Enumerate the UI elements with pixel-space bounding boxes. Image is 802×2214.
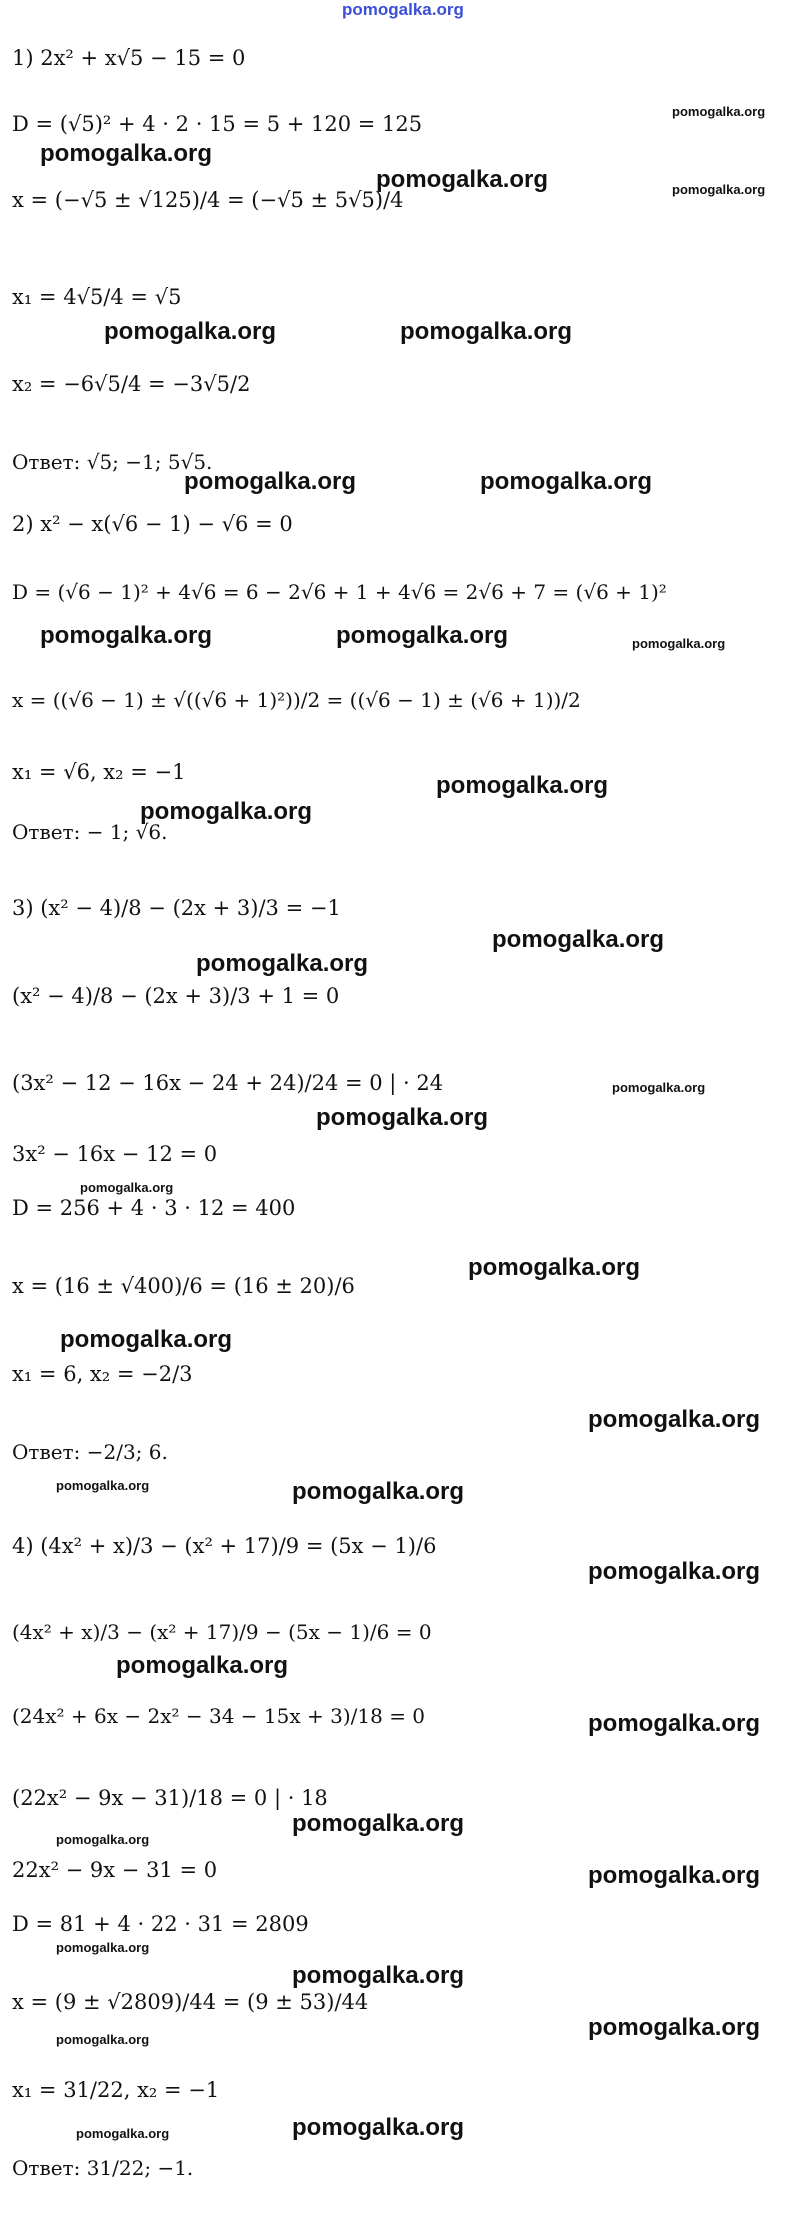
watermark: pomogalka.org [400,318,573,345]
discriminant-2: D = (√6 − 1)² + 4√6 = 6 − 2√6 + 1 + 4√6 = 2√6 + 7 = (√6 + 1)² [12,580,667,604]
watermark: pomogalka.org [612,1080,706,1095]
quadratic-4: 22x² − 9x − 31 = 0 [12,1858,218,1882]
watermark: pomogalka.org [196,950,369,977]
watermark: pomogalka.org [632,636,726,651]
watermark: pomogalka.org [588,1862,761,1889]
watermark: pomogalka.org [316,1104,489,1131]
equation-3: 3) (x² − 4)/8 − (2x + 3)/3 = −1 [12,896,341,920]
roots-formula-1: x = (−√5 ± √125)/4 = (−√5 ± 5√5)/4 [12,188,404,212]
equation-1: 1) 2x² + x√5 − 15 = 0 [12,46,246,70]
moved-terms-3: (x² − 4)/8 − (2x + 3)/3 + 1 = 0 [12,984,340,1008]
watermark: pomogalka.org [588,1406,761,1433]
watermark: pomogalka.org [588,2014,761,2041]
roots-3: x₁ = 6, x₂ = −2/3 [12,1362,193,1386]
watermark: pomogalka.org [56,2032,150,2047]
watermark: pomogalka.org [588,1710,761,1737]
equation-4: 4) (4x² + x)/3 − (x² + 17)/9 = (5x − 1)/6 [12,1534,437,1558]
watermark: pomogalka.org [140,798,313,825]
watermark: pomogalka.org [480,468,653,495]
roots-2: x₁ = √6, x₂ = −1 [12,760,186,784]
root-x2-1: x₂ = −6√5/4 = −3√5/2 [12,372,251,396]
watermark: pomogalka.org [60,1326,233,1353]
watermark: pomogalka.org [292,1962,465,1989]
site-title[interactable]: pomogalka.org [342,0,464,19]
watermark: pomogalka.org [56,1832,150,1847]
discriminant-3: D = 256 + 4 · 3 · 12 = 400 [12,1196,296,1220]
watermark: pomogalka.org [184,468,357,495]
watermark: pomogalka.org [588,1558,761,1585]
quadratic-3: 3x² − 16x − 12 = 0 [12,1142,218,1166]
watermark: pomogalka.org [376,166,549,193]
answer-4: Ответ: 31/22; −1. [12,2156,194,2180]
watermark: pomogalka.org [468,1254,641,1281]
root-x1-1: x₁ = 4√5/4 = √5 [12,285,182,309]
roots-formula-3: x = (16 ± √400)/6 = (16 ± 20)/6 [12,1274,355,1298]
watermark: pomogalka.org [292,1478,465,1505]
simplified-4: (22x² − 9x − 31)/18 = 0 | · 18 [12,1786,328,1810]
watermark: pomogalka.org [672,104,766,119]
roots-4: x₁ = 31/22, x₂ = −1 [12,2078,220,2102]
watermark: pomogalka.org [336,622,509,649]
watermark: pomogalka.org [492,926,665,953]
watermark: pomogalka.org [104,318,277,345]
watermark: pomogalka.org [40,622,213,649]
answer-3: Ответ: −2/3; 6. [12,1440,168,1464]
common-denominator-4: (24x² + 6x − 2x² − 34 − 15x + 3)/18 = 0 [12,1704,426,1728]
roots-formula-4: x = (9 ± √2809)/44 = (9 ± 53)/44 [12,1990,369,2014]
roots-formula-2: x = ((√6 − 1) ± √((√6 + 1)²))/2 = ((√6 − 1) ± (√6 + 1))/2 [12,688,581,712]
discriminant-1: D = (√5)² + 4 · 2 · 15 = 5 + 120 = 125 [12,112,423,136]
watermark: pomogalka.org [116,1652,289,1679]
discriminant-4: D = 81 + 4 · 22 · 31 = 2809 [12,1912,309,1936]
watermark: pomogalka.org [76,2126,170,2141]
watermark: pomogalka.org [292,1810,465,1837]
moved-terms-4: (4x² + x)/3 − (x² + 17)/9 − (5x − 1)/6 = 0 [12,1620,432,1644]
watermark: pomogalka.org [56,1478,150,1493]
watermark: pomogalka.org [672,182,766,197]
watermark: pomogalka.org [292,2114,465,2141]
watermark: pomogalka.org [56,1940,150,1955]
common-denominator-3: (3x² − 12 − 16x − 24 + 24)/24 = 0 | · 24 [12,1071,444,1095]
watermark: pomogalka.org [40,140,213,167]
watermark: pomogalka.org [436,772,609,799]
watermark: pomogalka.org [80,1180,174,1195]
equation-2: 2) x² − x(√6 − 1) − √6 = 0 [12,512,293,536]
answer-1: Ответ: √5; −1; 5√5. [12,450,213,474]
answer-2: Ответ: − 1; √6. [12,820,168,844]
